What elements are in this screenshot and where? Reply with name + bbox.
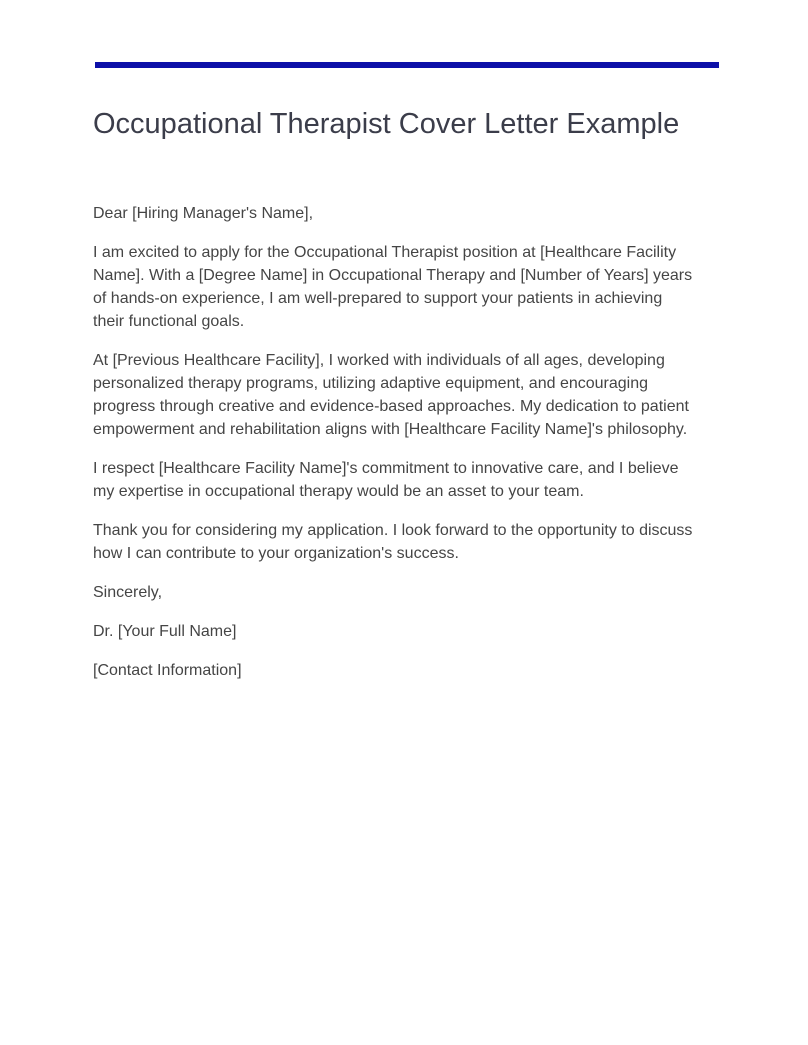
- paragraph-commitment: I respect [Healthcare Facility Name]'s commitment to innovative care, and I believe my expertise in occupational therapy would be an asset to your team.: [93, 460, 679, 500]
- letter-body: [93, 202, 693, 698]
- paragraph-thanks: Thank you for considering my application. I look forward to the opportunity to discuss how I can contribute to your organization's success.: [93, 522, 693, 562]
- contact-information: [Contact Information]: [93, 662, 242, 679]
- page-title: Occupational Therapist Cover Letter Example: [93, 108, 680, 140]
- closing: Sincerely,: [93, 584, 163, 601]
- signature: Dr. [Your Full Name]: [93, 623, 237, 640]
- salutation: Dear [Hiring Manager's Name],: [93, 205, 314, 222]
- paragraph-experience: At [Previous Healthcare Facility], I worked with individuals of all ages, developing personalized therapy programs, utilizing adaptive equipment, and encouraging progress through creative and evidence-based approaches. My dedication to patient empowerment and rehabilitation aligns with [Healthcare Facility Name]'s philosophy.: [93, 352, 689, 438]
- header-accent-rule: [95, 62, 719, 68]
- paragraph-intro: I am excited to apply for the Occupational Therapist position at [Healthcare Facility Name]. With a [Degree Name] in Occupational Therapy and [Number of Years] years of hands-on experience, I am well-prepared to support your patients in achieving their functional goals.: [93, 244, 693, 330]
